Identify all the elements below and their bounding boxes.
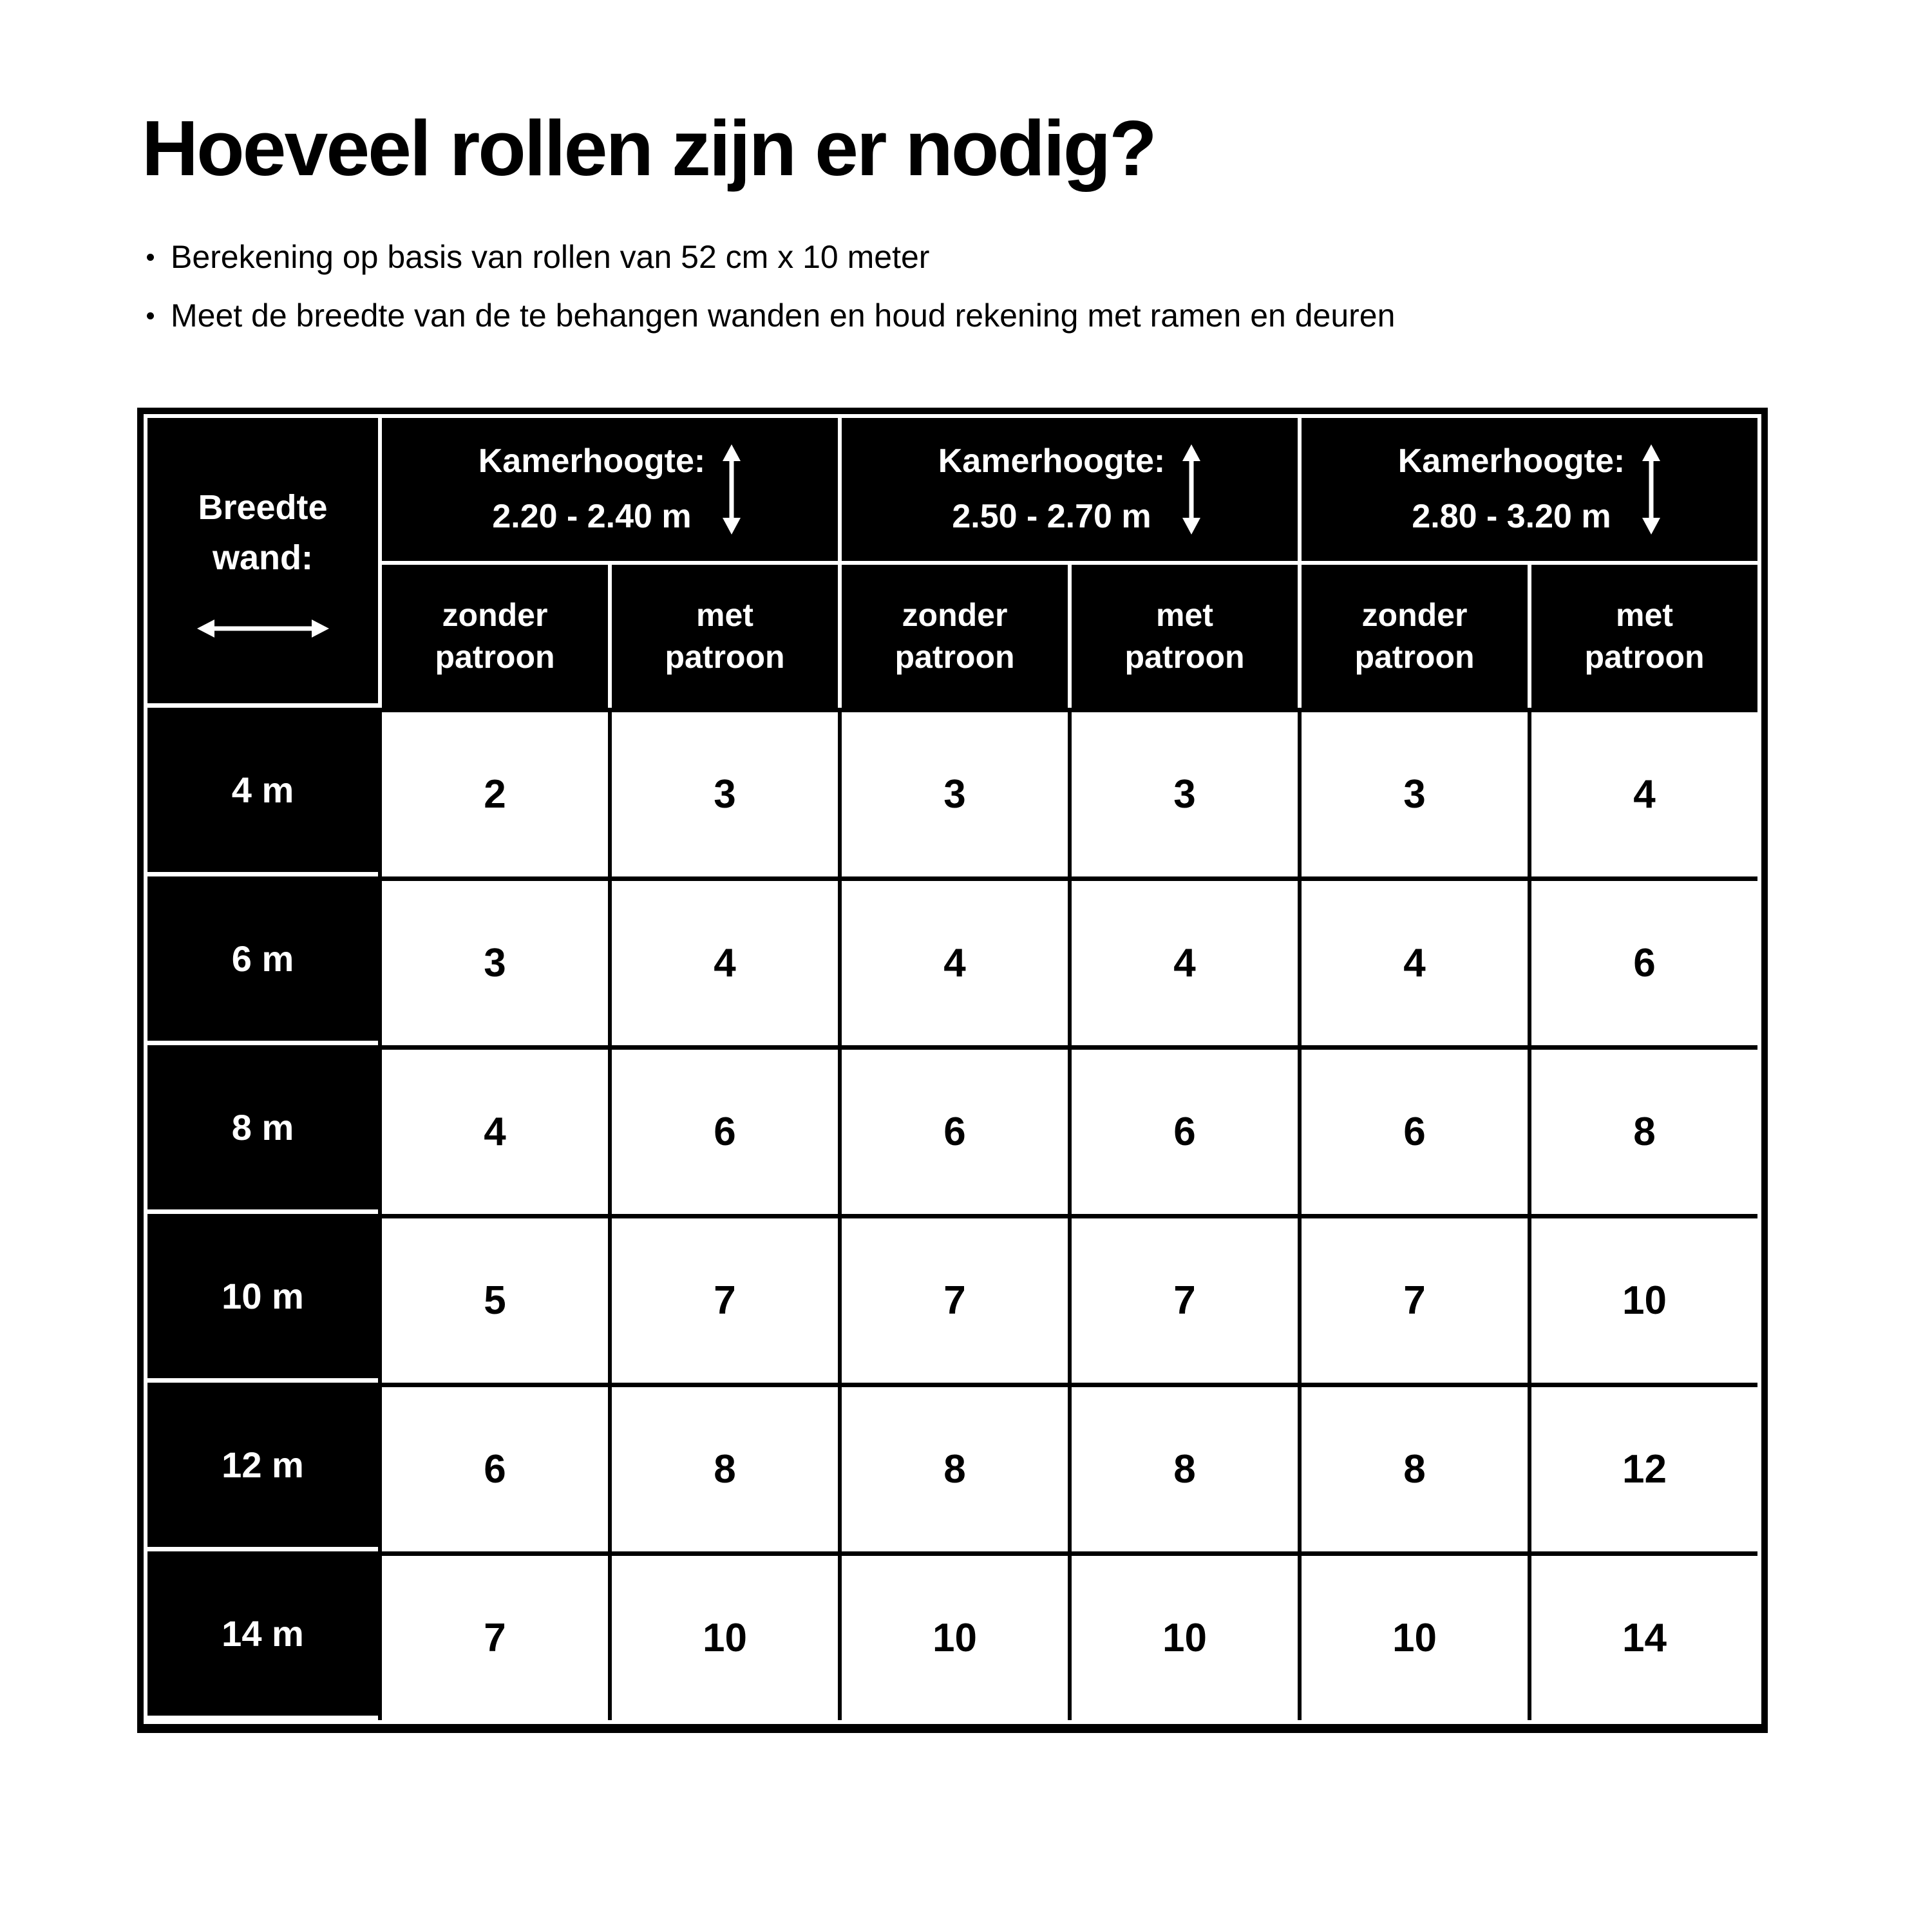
row-label: 14 m xyxy=(147,1551,378,1720)
data-cell: 4 xyxy=(608,876,838,1045)
group-header-label xyxy=(1398,434,1625,545)
group-title: Kamerhoogte: xyxy=(938,442,1166,480)
group-range: 2.50 - 2.70 m xyxy=(952,498,1151,535)
group-header-label xyxy=(478,434,705,545)
rolls-table-grid xyxy=(147,418,1757,1720)
row-label: 8 m xyxy=(147,1045,378,1214)
subheader-cell: met patroon xyxy=(608,565,838,708)
data-cell: 7 xyxy=(1068,1214,1298,1383)
data-cell: 10 xyxy=(1528,1214,1757,1383)
row-label: 6 m xyxy=(147,876,378,1045)
data-cell: 6 xyxy=(1298,1045,1528,1214)
bullet-dot-icon xyxy=(147,254,154,261)
group-header-cell xyxy=(378,418,838,565)
bullet-dot-icon xyxy=(147,312,154,319)
corner-header-cell xyxy=(147,418,378,708)
data-cell: 8 xyxy=(838,1383,1068,1551)
data-cell: 6 xyxy=(608,1045,838,1214)
data-cell: 4 xyxy=(1528,708,1757,876)
subheader-cell: zonder patroon xyxy=(1298,565,1528,708)
group-header-label xyxy=(938,434,1165,545)
data-cell: 6 xyxy=(1528,876,1757,1045)
data-cell: 7 xyxy=(608,1214,838,1383)
data-cell: 6 xyxy=(378,1383,608,1551)
data-cell: 4 xyxy=(1298,876,1528,1045)
subheader-cell: zonder patroon xyxy=(838,565,1068,708)
group-header-cell xyxy=(1298,418,1757,565)
corner-header-label xyxy=(198,482,327,583)
bullet-text: Berekening op basis van rollen van 52 cm x 10 meter xyxy=(171,239,930,275)
data-cell: 8 xyxy=(1068,1383,1298,1551)
data-cell: 6 xyxy=(838,1045,1068,1214)
height-double-arrow-icon xyxy=(1642,444,1661,535)
group-title: Kamerhoogte: xyxy=(1397,442,1625,480)
data-cell: 4 xyxy=(838,876,1068,1045)
bullet-item xyxy=(147,298,1395,334)
row-label: 4 m xyxy=(147,708,378,876)
page-title: Hoeveel rollen zijn er nodig? xyxy=(142,104,1155,192)
data-cell: 5 xyxy=(378,1214,608,1383)
group-title: Kamerhoogte: xyxy=(478,442,706,480)
data-cell: 7 xyxy=(1298,1214,1528,1383)
data-cell: 2 xyxy=(378,708,608,876)
height-double-arrow-icon xyxy=(1182,444,1201,535)
data-cell: 10 xyxy=(1068,1551,1298,1720)
bullet-list xyxy=(147,240,1395,334)
bullet-text: Meet de breedte van de te behangen wanden en houd rekening met ramen en deuren xyxy=(171,298,1396,334)
bullet-item xyxy=(147,240,1395,275)
data-cell: 3 xyxy=(608,708,838,876)
data-cell: 8 xyxy=(608,1383,838,1551)
data-cell: 8 xyxy=(1298,1383,1528,1551)
group-range: 2.20 - 2.40 m xyxy=(492,498,692,535)
subheader-cell: met patroon xyxy=(1068,565,1298,708)
data-cell: 3 xyxy=(1298,708,1528,876)
corner-label-line1: Breedte xyxy=(198,488,328,527)
data-cell: 10 xyxy=(838,1551,1068,1720)
corner-label-line2: wand: xyxy=(212,538,313,577)
data-cell: 7 xyxy=(378,1551,608,1720)
group-header-cell xyxy=(838,418,1298,565)
subheader-cell: met patroon xyxy=(1528,565,1757,708)
data-cell: 4 xyxy=(378,1045,608,1214)
data-cell: 14 xyxy=(1528,1551,1757,1720)
height-double-arrow-icon xyxy=(722,444,741,535)
data-cell: 3 xyxy=(378,876,608,1045)
row-label: 10 m xyxy=(147,1214,378,1383)
width-double-arrow-icon xyxy=(197,618,329,639)
data-cell: 3 xyxy=(1068,708,1298,876)
data-cell: 8 xyxy=(1528,1045,1757,1214)
data-cell: 12 xyxy=(1528,1383,1757,1551)
data-cell: 4 xyxy=(1068,876,1298,1045)
subheader-cell: zonder patroon xyxy=(378,565,608,708)
data-cell: 7 xyxy=(838,1214,1068,1383)
data-cell: 6 xyxy=(1068,1045,1298,1214)
data-cell: 10 xyxy=(1298,1551,1528,1720)
data-cell: 10 xyxy=(608,1551,838,1720)
row-label: 12 m xyxy=(147,1383,378,1551)
data-cell: 3 xyxy=(838,708,1068,876)
rolls-table xyxy=(137,408,1768,1733)
group-range: 2.80 - 3.20 m xyxy=(1412,498,1611,535)
